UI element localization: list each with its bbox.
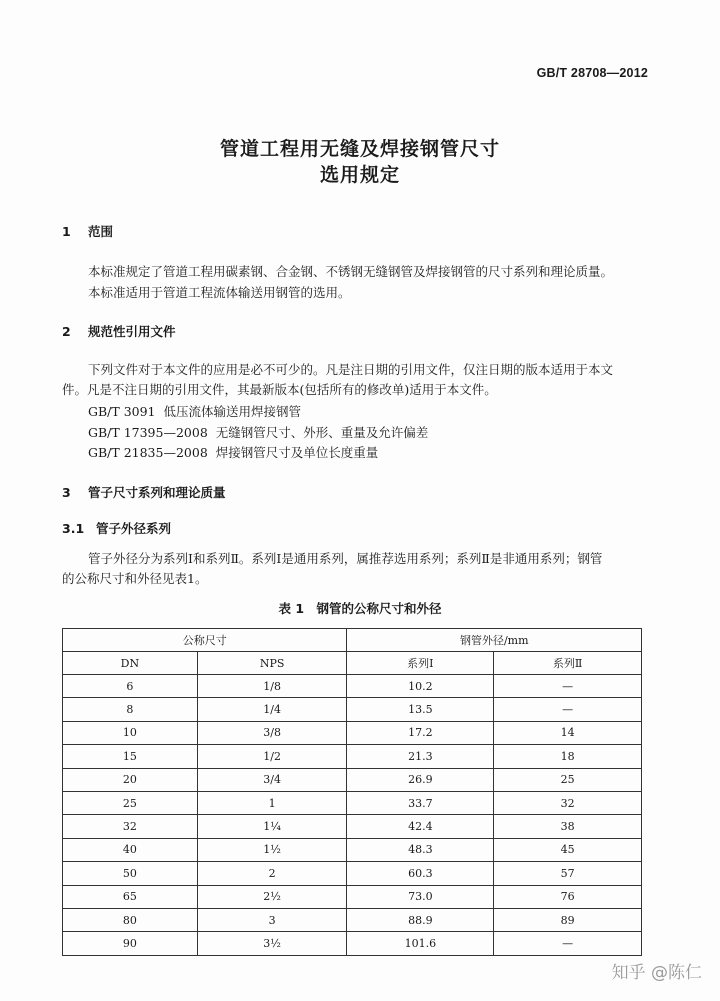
table-cell: 3/4 [197, 768, 347, 791]
table-cell: 33.7 [347, 791, 494, 814]
section-2-para-line-1: 下列文件对于本文件的应用是必不可少的。凡是注日期的引用文件，仅注日期的版本适用于本文 [88, 362, 614, 377]
table-cell: 8 [63, 698, 198, 721]
table-cell: 1/2 [197, 745, 347, 768]
table-cell: 3½ [197, 932, 347, 955]
section-3-1-heading [62, 519, 171, 537]
table-cell: — [494, 675, 642, 698]
table-row [63, 768, 642, 791]
reference-item [88, 402, 301, 420]
reference-item [88, 423, 428, 441]
reference-title: 低压流体输送用焊接钢管 [163, 404, 301, 419]
table-row [63, 698, 642, 721]
table-cell: 90 [63, 932, 198, 955]
table-row [63, 815, 642, 838]
table-row [63, 932, 642, 955]
table-cell: 20 [63, 768, 198, 791]
table-cell: 101.6 [347, 932, 494, 955]
table-cell: 18 [494, 745, 642, 768]
table-cell: 10 [63, 721, 198, 744]
column-header-series-2: 系列Ⅱ [494, 652, 642, 675]
column-header-series-1: 系列Ⅰ [347, 652, 494, 675]
table-cell: 60.3 [347, 862, 494, 885]
section-number: 1 [62, 224, 71, 239]
section-3-1-para-line-2: 的公称尺寸和外径见表1。 [62, 571, 208, 586]
table-cell: 32 [63, 815, 198, 838]
watermark: 知乎 @陈仁 [611, 963, 702, 983]
section-number: 2 [62, 324, 71, 339]
table-cell: 45 [494, 838, 642, 861]
section-title: 规范性引用文件 [88, 324, 176, 339]
table-cell: 1/8 [197, 675, 347, 698]
table-row [63, 885, 642, 908]
table-cell: 48.3 [347, 838, 494, 861]
table-cell: 80 [63, 908, 198, 931]
table-row [63, 721, 642, 744]
section-1-heading [62, 222, 113, 240]
section-number: 3.1 [62, 521, 85, 536]
table-cell: 73.0 [347, 885, 494, 908]
group-header-nominal-size: 公称尺寸 [63, 629, 347, 652]
document-title-line1: 管道工程用无缝及焊接钢管尺寸 [219, 138, 500, 160]
table-cell: 15 [63, 745, 198, 768]
table-row [63, 745, 642, 768]
table-cell: 14 [494, 721, 642, 744]
section-title: 管子尺寸系列和理论质量 [88, 485, 226, 500]
table-cell: 3 [197, 908, 347, 931]
group-header-outer-diameter: 钢管外径/mm [347, 629, 642, 652]
reference-code: GB/T 3091 [88, 404, 156, 419]
reference-code: GB/T 17395—2008 [88, 425, 208, 440]
table-cell: 57 [494, 862, 642, 885]
table-cell: 89 [494, 908, 642, 931]
section-title: 管子外径系列 [96, 521, 172, 536]
standard-code: GB/T 28708—2012 [536, 66, 648, 80]
table-cell: 50 [63, 862, 198, 885]
table-cell: — [494, 932, 642, 955]
table-row [63, 838, 642, 861]
section-3-1-para-line-1: 管子外径分为系列Ⅰ和系列Ⅱ。系列Ⅰ是通用系列，属推荐选用系列；系列Ⅱ是非通用系列；钢管 [88, 551, 603, 566]
table-cell: 10.2 [347, 675, 494, 698]
table-cell: — [494, 698, 642, 721]
section-1-para-2: 本标准适用于管道工程流体输送用钢管的选用。 [88, 285, 351, 300]
table-cell: 17.2 [347, 721, 494, 744]
table-cell: 88.9 [347, 908, 494, 931]
table-cell: 13.5 [347, 698, 494, 721]
reference-code: GB/T 21835—2008 [88, 445, 208, 460]
table-cell: 1½ [197, 838, 347, 861]
document-title-line2: 选用规定 [319, 164, 400, 186]
table-cell: 32 [494, 791, 642, 814]
table-cell: 21.3 [347, 745, 494, 768]
table-row [63, 862, 642, 885]
reference-title: 焊接钢管尺寸及单位长度重量 [215, 445, 379, 460]
pipe-size-table [62, 628, 642, 956]
section-2-para-line-2: 件。凡是不注日期的引用文件，其最新版本(包括所有的修改单)适用于本文件。 [62, 382, 497, 397]
table-cell: 76 [494, 885, 642, 908]
table-cell: 1 [197, 791, 347, 814]
reference-title: 无缝钢管尺寸、外形、重量及允许偏差 [215, 425, 429, 440]
table-cell: 65 [63, 885, 198, 908]
table-cell: 25 [63, 791, 198, 814]
table-row [63, 908, 642, 931]
table-cell: 1/4 [197, 698, 347, 721]
column-header-nps: NPS [197, 652, 347, 675]
table-body [63, 675, 642, 956]
table-cell: 2½ [197, 885, 347, 908]
table-cell: 26.9 [347, 768, 494, 791]
table-row [63, 675, 642, 698]
section-2-heading [62, 322, 176, 340]
reference-item [88, 443, 378, 461]
table-cell: 38 [494, 815, 642, 838]
table-cell: 42.4 [347, 815, 494, 838]
section-number: 3 [62, 485, 71, 500]
section-1-para-1: 本标准规定了管道工程用碳素钢、合金钢、不锈钢无缝钢管及焊接钢管的尺寸系列和理论质量。 [88, 264, 614, 279]
table-cell: 2 [197, 862, 347, 885]
table-cell: 6 [63, 675, 198, 698]
table-caption: 表 1 钢管的公称尺寸和外径 [278, 601, 442, 616]
table-cell: 3/8 [197, 721, 347, 744]
table-cell: 25 [494, 768, 642, 791]
section-3-heading [62, 483, 226, 501]
section-title: 范围 [88, 224, 114, 239]
table-cell: 40 [63, 838, 198, 861]
table-cell: 1¼ [197, 815, 347, 838]
table-row [63, 791, 642, 814]
column-header-dn: DN [63, 652, 198, 675]
